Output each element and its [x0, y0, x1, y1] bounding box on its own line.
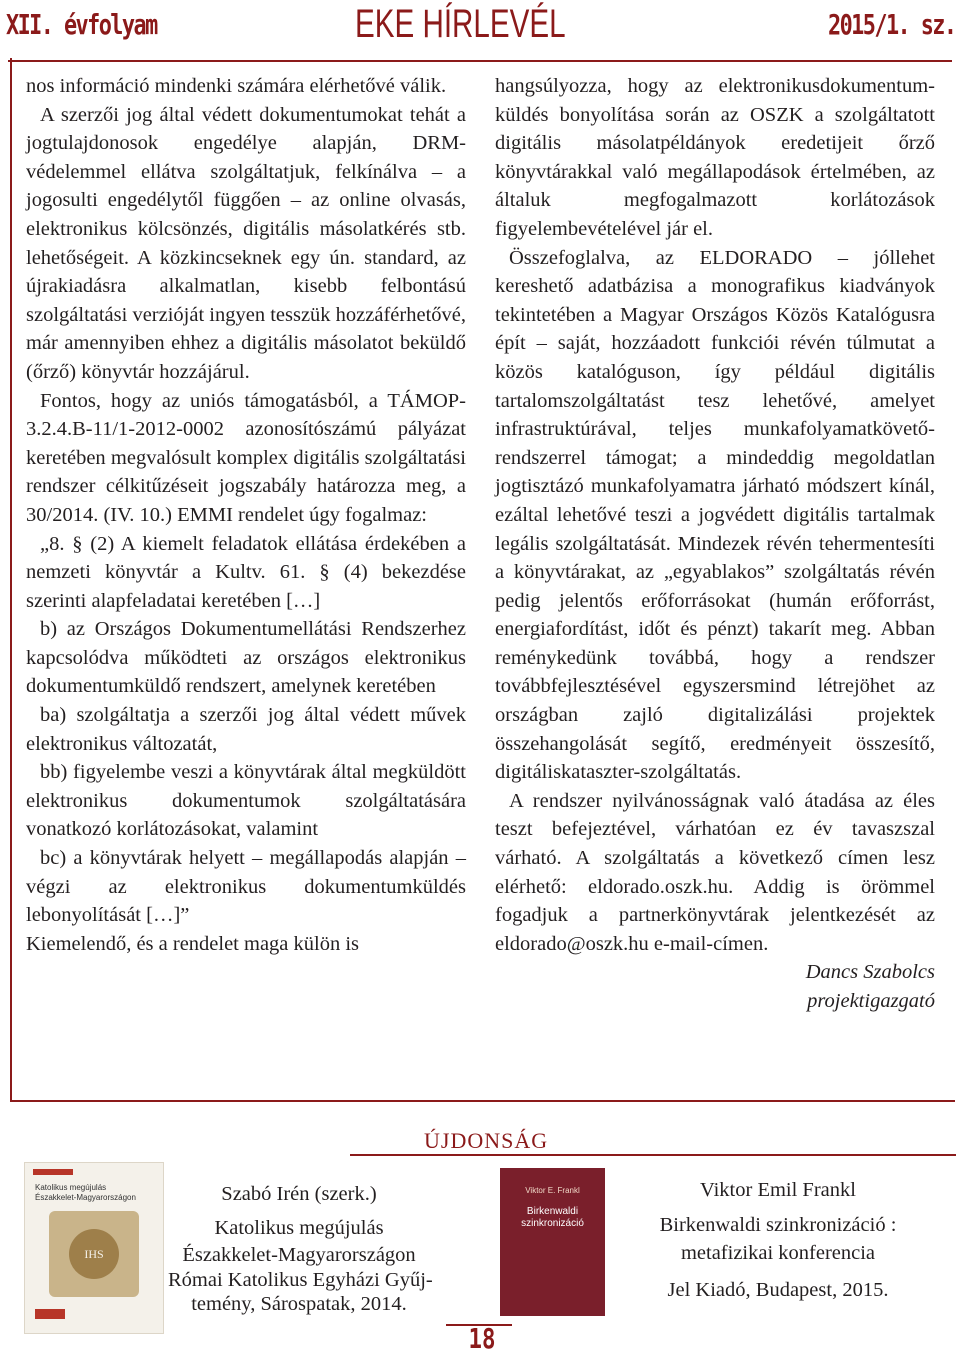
publisher-logo	[35, 1309, 65, 1319]
book2-info	[628, 1176, 928, 1304]
cover-subtitle: Északkelet-Magyarországon	[35, 1193, 136, 1202]
book1-publisher-cont: temény, Sárospatak, 2014.	[191, 1293, 407, 1315]
cover-title-line: szinkronizáció	[521, 1218, 584, 1229]
paragraph: „8. § (2) A kiemelt feladatok ellátása érdekében a nemzeti könyvtár a Kultv. 61. § (4) bekezdése szerinti alapfeladatai keretében […]	[26, 532, 466, 612]
book2-title: Birkenwaldi szinkronizáció :	[659, 1214, 897, 1236]
paragraph: bb) figyelembe veszi a könyvtárak által megküldött elektronikus dokumentumok szolgáltatására vonatkozó korlátozásokat, valamint	[26, 761, 466, 841]
volume-label: XII. évfolyam	[6, 8, 157, 41]
paragraph: ba) szolgáltatja a szerzői jog által védett művek elektronikus változatát,	[26, 704, 466, 755]
cover-author: Viktor E. Frankl	[525, 1186, 580, 1195]
paragraph: A rendszer nyilvánosságnak való átadása az éles teszt befejeztével, várhatóan ez év tavaszszal várható. A szolgáltatás a következő címen lesz elérhető: eldorado.oszk.hu. Addig is örömmel fogadjuk a partnerkönyvtárak jelentkezését az eldorado@oszk.hu e-mail-címen.	[495, 789, 935, 955]
book1-editor: Szabó Irén (szerk.)	[221, 1183, 377, 1205]
paragraph: bc) a könyvtárak helyett – megállapodás alapján – végzi az elektronikus dokumentumküldés lebonyolítását […]”	[26, 847, 466, 927]
cover-accent	[33, 1169, 73, 1175]
paragraph: nos információ mindenki számára elérhetővé válik.	[26, 75, 447, 97]
issue-label: 2015/1. sz.	[828, 8, 956, 41]
book1-info	[168, 1180, 433, 1316]
paragraph: hangsúlyozza, hogy az elektronikusdokumentum-küldés bonyolítása során az OSZK a szolgáltatott digitális másolatpéldányok eredetijeit őrző könyvtárakkal való megállapodások értelmében, az általuk megfogalmazott korlátozások figyelembevételével jár el.	[495, 75, 935, 240]
page-header	[0, 0, 960, 62]
book2-publisher: Jel Kiadó, Budapest, 2015.	[667, 1279, 889, 1301]
right-column	[495, 72, 935, 1016]
paragraph: A szerzői jog által védett dokumentumokat tehát a jogtulajdonosok engedélye alapján, DRM-védelemmel ellátva szolgáltatjuk, felkínálva – a jogosulti engedélytől függően – az online olvasás, elektronikus kölcsönzés, digitális másolatkérés stb. lehetőségeit. A közkincseknek egy ún. standard, az újrakiadásra alkalmatlan, kisebb felbontású szolgáltatási verzióját ingyen tesszük hozzáférhetővé, már amennyiben ehhez a digitális másolatot beküldő (őrző) könyvtár hozzájárul.	[26, 103, 466, 383]
book-cover-katolikus	[24, 1162, 164, 1334]
paragraph: Kiemelendő, és a rendelet maga külön is	[26, 932, 360, 955]
header-divider	[8, 60, 952, 62]
ihs-emblem-icon: IHS	[69, 1229, 119, 1279]
section-divider	[10, 1100, 955, 1102]
book1-title: Katolikus megújulás	[214, 1217, 384, 1239]
new-releases-underline	[350, 1154, 956, 1156]
paragraph: Összefoglalva, az ELDORADO – jóllehet kereshető adatbázisa a monografikus kiadványok tekintetében a Magyar Országos Közös Katalógusra épít – saját, hozzáadott funkciói révén túlmutat a közös katalóguson, így például digitális tartalomszolgáltatást tesz lehetővé, amelyet infrastruktúrával, teljes munkafolyamatkövető-rendszerrel támogat; a mindeddig megoldatlan jogtisztázó munkafolyamatra járható módszert kínál, ezáltal lehetővé teszi a jogvédett digitális tartalmak legális szolgáltatását. Mindezek révén tehermentesíti a könyvtárakat, az „egyablakos” szolgáltatás révén pedig jelentős erőforrásokat (humán erőforrást, energiafordítást, időt és pénzt) takarít meg. Abban reménykedünk továbbá, hogy a rendszer továbbfejlesztésével egyszersmind létrejöhet az országban zajló digitalizálási projektek összehangolását segítő, eredményeit összesítő, digitáliskataszter-szolgáltatás.	[495, 246, 935, 784]
author-title: projektigazgató	[807, 990, 935, 1012]
left-border	[10, 58, 12, 1101]
author-name: Dancs Szabolcs	[805, 961, 935, 984]
book2-author: Viktor Emil Frankl	[700, 1179, 856, 1201]
page-number: 18	[468, 1322, 496, 1355]
paragraph: b) az Országos Dokumentumellátási Rendszerhez kapcsolódva működteti az országos elektronikus dokumentumküldő rendszert, amelynek keretében	[26, 618, 466, 698]
new-releases-heading: ÚJDONSÁG	[424, 1128, 549, 1153]
cover-title-line: Birkenwaldi	[526, 1206, 579, 1217]
left-column	[26, 72, 466, 958]
cover-title: Katolikus megújulás	[35, 1183, 107, 1192]
cover-title	[500, 1206, 605, 1230]
book2-title-cont: metafizikai konferencia	[680, 1242, 876, 1264]
book-cover-birkenwaldi	[500, 1168, 605, 1316]
newsletter-title: EKE HÍRLEVÉL	[355, 2, 566, 46]
paragraph: Fontos, hogy az uniós támogatásból, a TÁMOP-3.2.4.B-11/1-2012-0002 azonosítószámú pályázat keretében megvalósult komplex digitális szolgáltatási rendszer célkitűzéseit jogszabály határozza meg, a 30/2014. (IV. 10.) EMMI rendelet úgy fogalmaz:	[26, 389, 466, 526]
book1-title-cont: Északkelet-Magyarországon	[182, 1244, 416, 1266]
book1-publisher: Római Katolikus Egyházi Gyűj-	[168, 1269, 433, 1291]
emblem-image	[49, 1211, 139, 1297]
